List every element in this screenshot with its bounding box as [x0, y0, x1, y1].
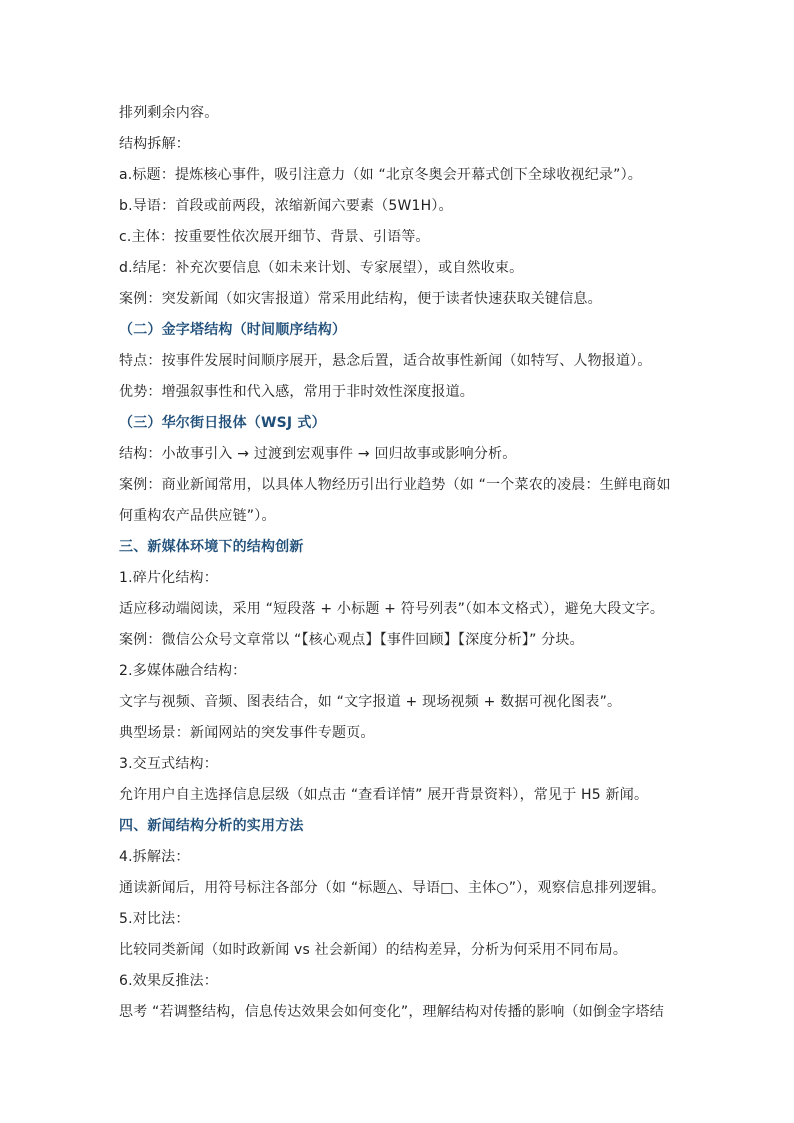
text-line: 适应移动端阅读，采用 “短段落 + 小标题 + 符号列表”（如本文格式），避免大段文字。 [119, 601, 665, 617]
text-line: c.主体：按重要性依次展开细节、背景、引语等。 [119, 229, 430, 245]
text-line: 典型场景：新闻网站的突发事件专题页。 [119, 725, 375, 741]
text-line: 排列剩余内容。 [119, 105, 219, 121]
text-line: 比较同类新闻（如时政新闻 vs 社会新闻）的结构差异，分析为何采用不同布局。 [119, 942, 628, 958]
text-line: 案例：商业新闻常用，以具体人物经历引出行业趋势（如 “一个菜农的凌晨：生鲜电商如 [119, 477, 671, 493]
text-line: 1.碎片化结构： [119, 570, 218, 586]
text-line: d.结尾：补充次要信息（如未来计划、专家展望），或自然收束。 [119, 260, 524, 276]
text-line: 文字与视频、音频、图表结合，如 “文字报道 + 现场视频 + 数据可视化图表”。 [119, 694, 622, 710]
text-line: 5.对比法： [119, 911, 190, 927]
text-line: 4.拆解法： [119, 849, 190, 865]
text-line: 允许用户自主选择信息层级（如点击 “查看详情” 展开背景资料），常见于 H5 新闻。 [119, 787, 649, 803]
text-line: 3.交互式结构： [119, 756, 218, 772]
text-line: 通读新闻后，用符号标注各部分（如 “标题△、导语□、主体○”），观察信息排列逻辑。 [119, 880, 666, 896]
section-heading: （三）华尔街日报体（WSJ 式） [119, 415, 326, 431]
text-line: 何重构农产品供应链”）。 [119, 508, 276, 524]
text-line: a.标题：提炼核心事件，吸引注意力（如 “北京冬奥会开幕式创下全球收视纪录”）。 [119, 167, 642, 183]
text-line: 优势：增强叙事性和代入感，常用于非时效性深度报道。 [119, 384, 474, 400]
section-heading: 四、新闻结构分析的实用方法 [119, 818, 304, 834]
text-line: 思考 “若调整结构，信息传达效果会如何变化”，理解结构对传播的影响（如倒金字塔结 [119, 1004, 664, 1020]
text-line: b.导语：首段或前两段，浓缩新闻六要素（5W1H）。 [119, 198, 453, 214]
text-line: 案例：突发新闻（如灾害报道）常采用此结构，便于读者快速获取关键信息。 [119, 291, 602, 307]
text-line: 2.多媒体融合结构： [119, 663, 247, 679]
text-line: 结构：小故事引入 → 过渡到宏观事件 → 回归故事或影响分析。 [119, 446, 517, 462]
text-line: 结构拆解： [119, 136, 190, 152]
text-line: 特点：按事件发展时间顺序展开，悬念后置，适合故事性新闻（如特写、人物报道）。 [119, 353, 652, 369]
text-line: 案例：微信公众号文章常以 “【核心观点】【事件回顾】【深度分析】” 分块。 [119, 632, 584, 648]
text-line: 6.效果反推法： [119, 973, 218, 989]
section-heading: 三、新媒体环境下的结构创新 [119, 539, 304, 555]
section-heading: （二）金字塔结构（时间顺序结构） [119, 322, 347, 338]
